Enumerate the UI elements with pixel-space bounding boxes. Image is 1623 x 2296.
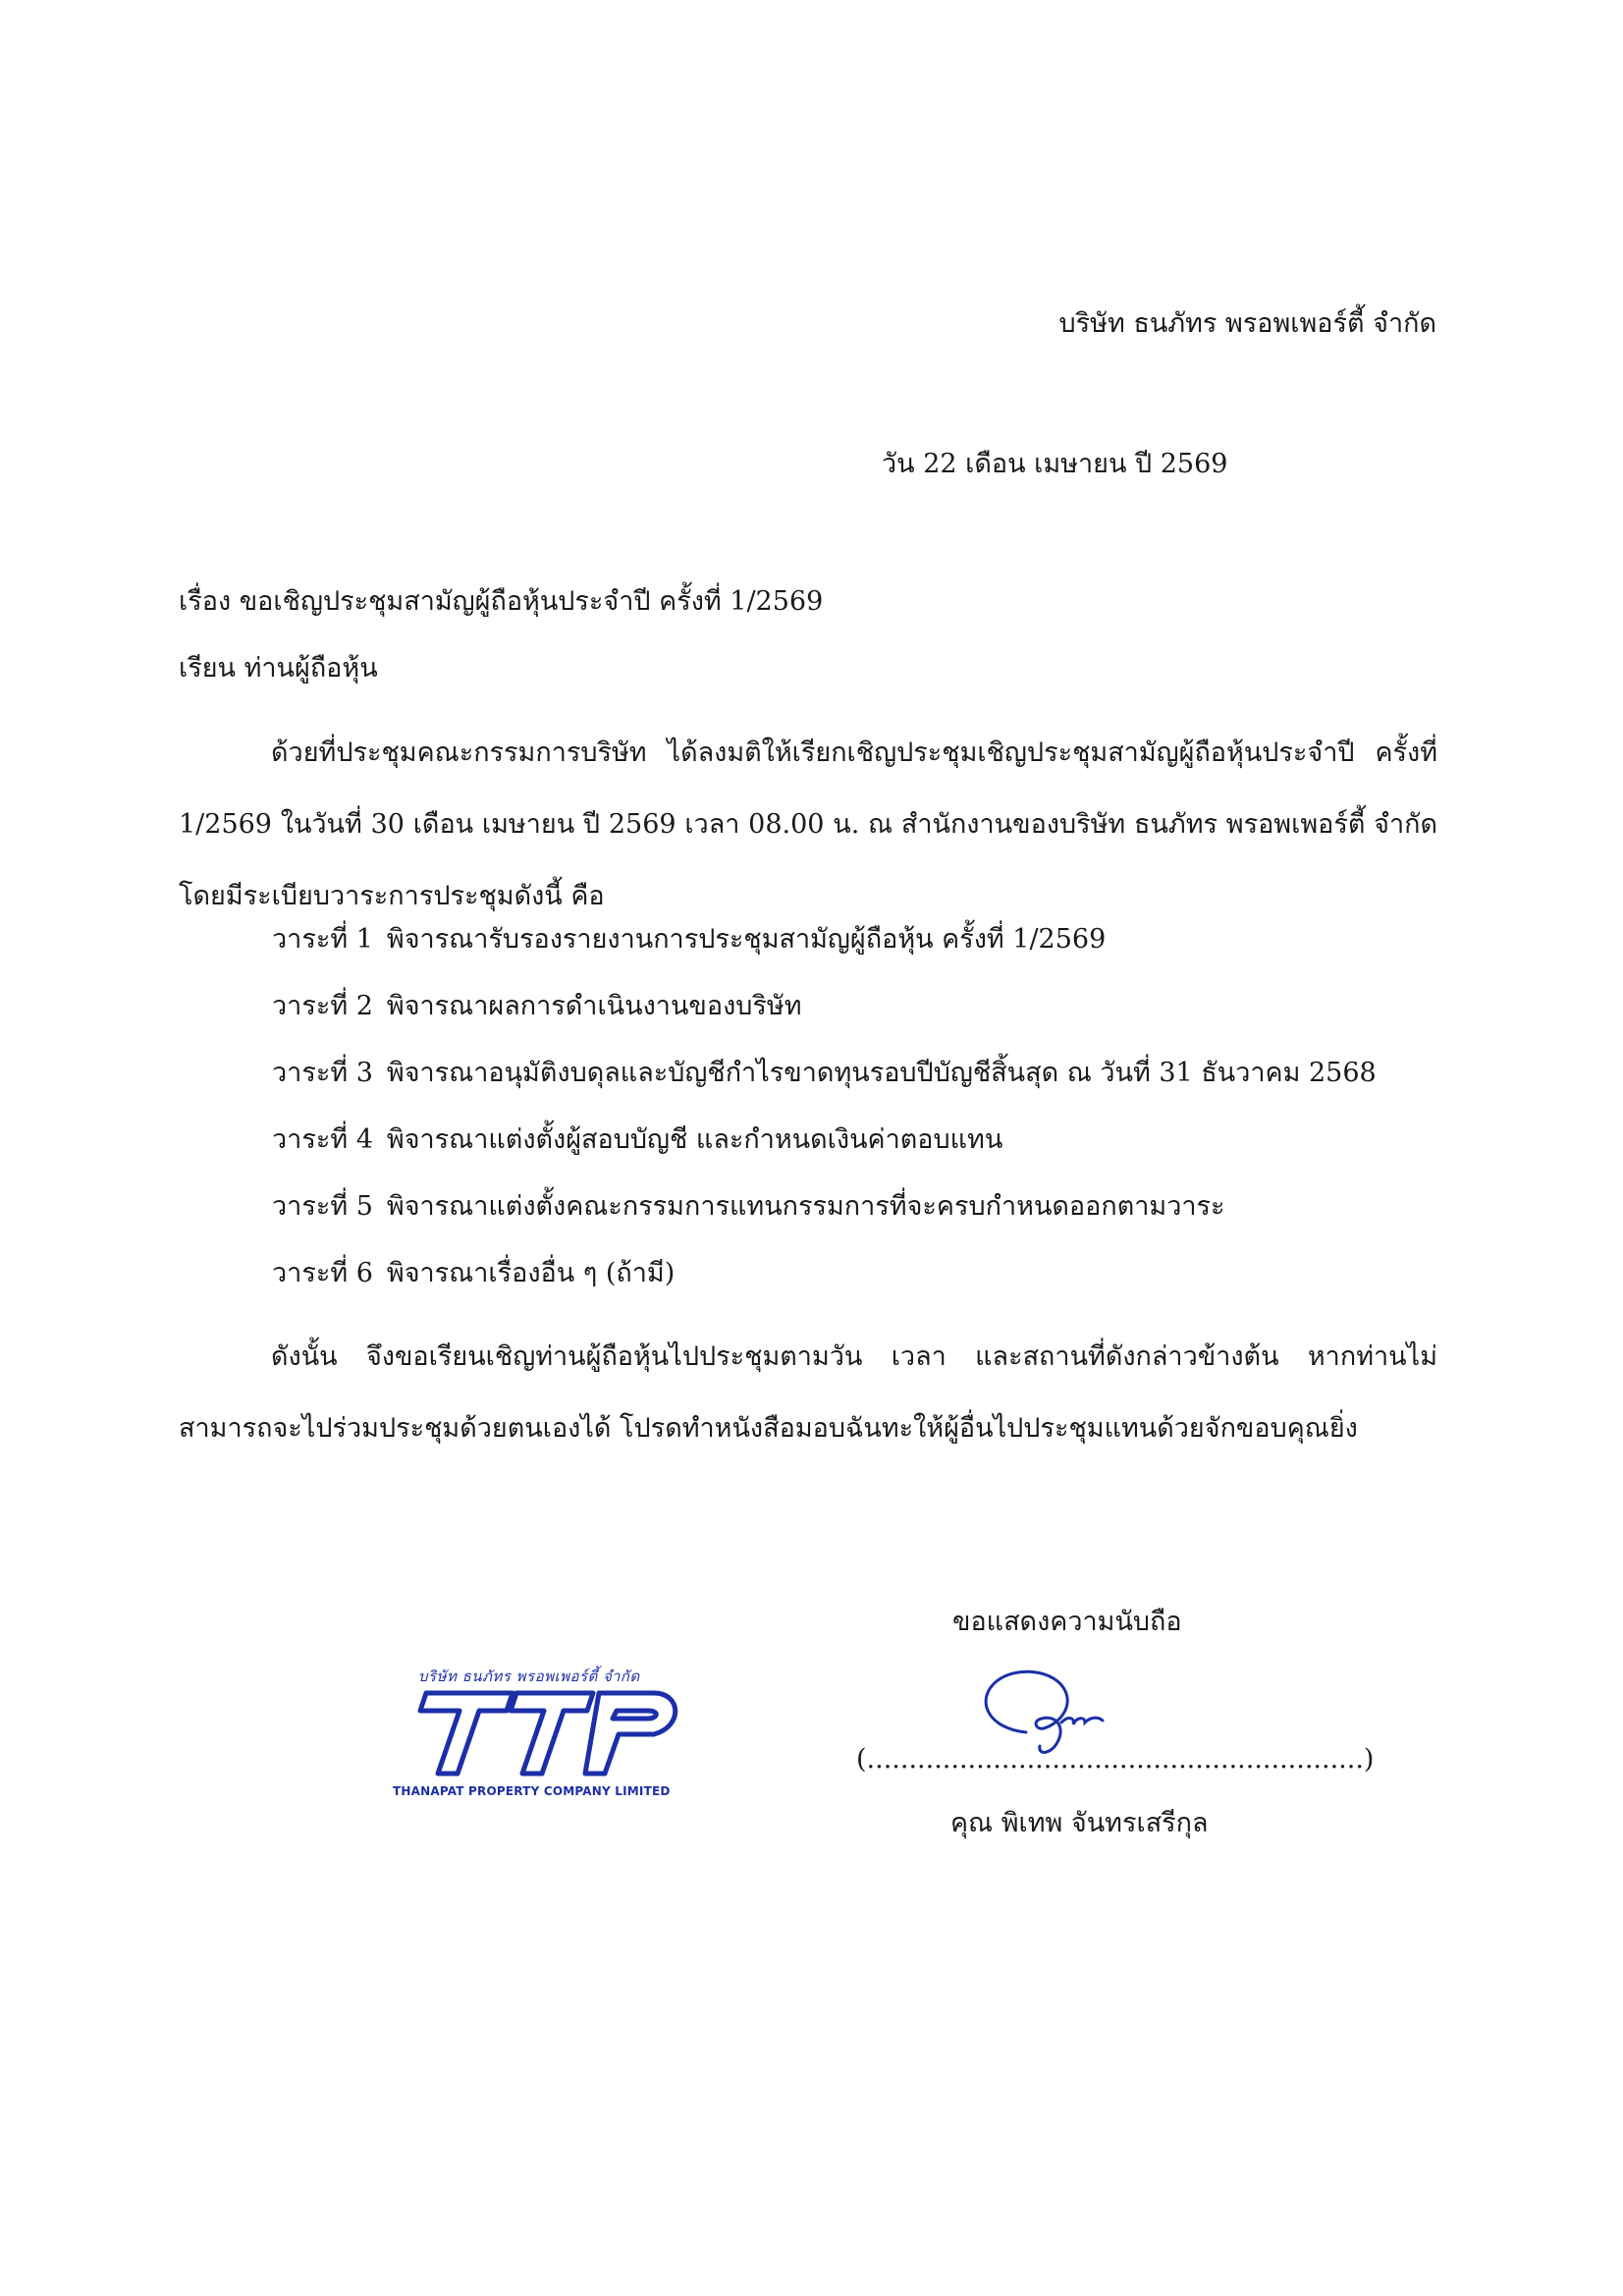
agenda-number: วาระที่ 4 [272, 1124, 373, 1155]
closing-phrase: ขอแสดงความนับถือ [952, 1607, 1182, 1637]
agenda-number: วาระที่ 6 [272, 1258, 373, 1288]
agenda-text: พิจารณาแต่งตั้งคณะกรรมการแทนกรรมการที่จะครบกำหนดออกตามวาระ [386, 1191, 1225, 1222]
salutation: เรียน ท่านผู้ถือหุ้น [179, 653, 378, 683]
agenda-item [272, 1257, 1377, 1324]
agenda-item [272, 990, 1377, 1057]
stamp-logo-icon [397, 1685, 691, 1779]
company-name: บริษัท ธนภัทร พรอพเพอร์ตี้ จำกัด [1058, 308, 1436, 339]
intro-paragraph-text: ด้วยที่ประชุมคณะกรรมการบริษัท ได้ลงมติให้เรียกเชิญประชุมเชิญประชุมสามัญผู้ถือหุ้นประจำปี ครั้งที่ 1/2569 ในวันที่ 30 เดือน เมษายน ปี 2569 เวลา 08.00 น. ณ สำนักงานของบริษัท ธนภัทร พรอพเพอร์ตี้ จำกัด โดยมีระเบียบวาระการประชุมดังนี้ คือ [179, 738, 1437, 911]
agenda-item [272, 1190, 1377, 1257]
agenda-text: พิจารณารับรองรายงานการประชุมสามัญผู้ถือหุ้น ครั้งที่ 1/2569 [386, 924, 1107, 955]
agenda-number: วาระที่ 1 [272, 924, 373, 955]
agenda-item [272, 1123, 1377, 1190]
intro-paragraph [179, 717, 1437, 932]
stamp-english-text: THANAPAT PROPERTY COMPANY LIMITED [393, 1784, 671, 1798]
date-line: วัน 22 เดือน เมษายน ปี 2569 [882, 449, 1228, 479]
agenda-text: พิจารณาผลการดำเนินงานของบริษัท [386, 991, 802, 1021]
subject-line: เรื่อง ขอเชิญประชุมสามัญผู้ถือหุ้นประจำปี ครั้งที่ 1/2569 [179, 586, 824, 617]
stamp-thai-text: บริษัท ธนภัทร พรอพเพอร์ตี้ จำกัด [418, 1667, 640, 1685]
agenda-list [272, 923, 1377, 1324]
company-stamp [393, 1667, 707, 1803]
closing-paragraph [179, 1321, 1437, 1464]
signer-name: คุณ พิเทพ จันทรเสรีกุล [950, 1808, 1209, 1838]
agenda-number: วาระที่ 3 [272, 1058, 373, 1088]
agenda-text: พิจารณาอนุมัติงบดุลและบัญชีกำไรขาดทุนรอบปีบัญชีสิ้นสุด ณ วันที่ 31 ธันวาคม 2568 [386, 1058, 1377, 1088]
agenda-number: วาระที่ 5 [272, 1191, 373, 1222]
agenda-item [272, 923, 1377, 990]
closing-paragraph-text: ดังนั้น จึงขอเรียนเชิญท่านผู้ถือหุ้นไปประชุมตามวัน เวลา และสถานที่ดังกล่าวข้างต้น หากท่านไม่สามารถจะไปร่วมประชุมด้วยตนเองได้ โปรดทำหนังสือมอบฉันทะให้ผู้อื่นไปประชุมแทนด้วยจักขอบคุณยิ่ง [179, 1341, 1437, 1444]
signature-line: (...........................................................) [856, 1744, 1375, 1775]
agenda-text: พิจารณาแต่งตั้งผู้สอบบัญชี และกำหนดเงินค่าตอบแทน [386, 1124, 1003, 1155]
agenda-text: พิจารณาเรื่องอื่น ๆ (ถ้ามี) [386, 1258, 676, 1288]
agenda-item [272, 1057, 1377, 1123]
agenda-number: วาระที่ 2 [272, 991, 373, 1021]
